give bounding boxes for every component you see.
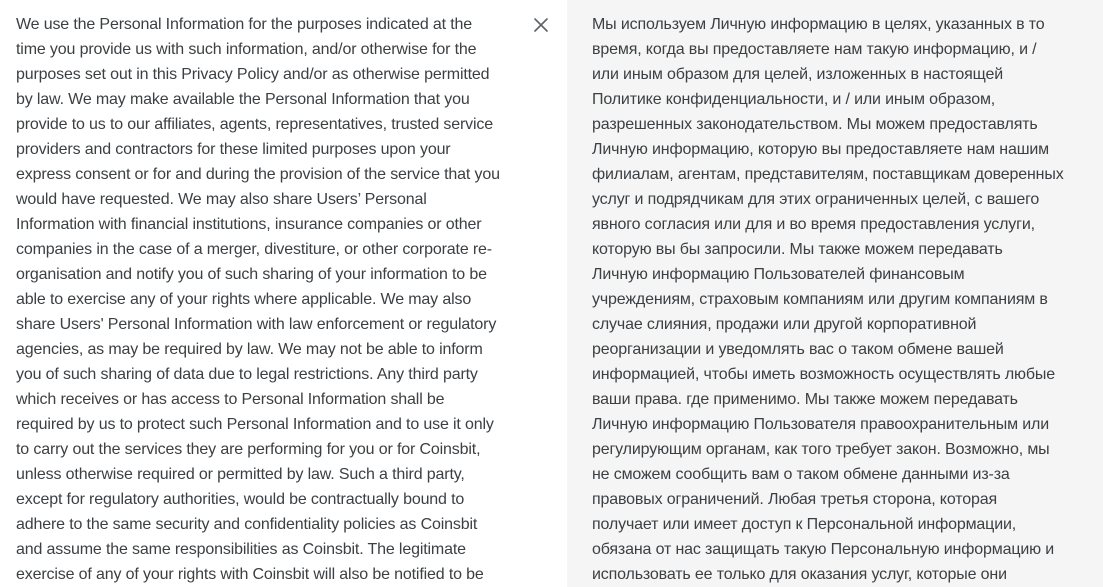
source-line: purposes set out in this Privacy Policy and/or as otherwise permitted bbox=[16, 66, 490, 83]
source-line: provide to us to our affiliates, agents, representatives, trusted service bbox=[16, 116, 494, 133]
translation-line: или иным образом для целей, изложенных в настоящей bbox=[592, 66, 1004, 83]
translation-line: филиалам, агентам, представителям, поставщикам доверенных bbox=[592, 166, 1064, 183]
translation-line: учреждениям, страховым компаниям или другим компаниям в bbox=[592, 291, 1048, 308]
source-line: We use the Personal Information for the purposes indicated at the bbox=[16, 16, 473, 33]
translation-line: регулирующим органам, как того требует закон. Возможно, мы bbox=[592, 441, 1050, 458]
source-line: you of such sharing of data due to legal restrictions. Any third party bbox=[16, 366, 478, 383]
translation-text bbox=[567, 0, 1103, 587]
translation-line: Личную информацию, которую вы предоставляете нам нашим bbox=[592, 141, 1050, 158]
translation-line: обязана от нас защищать такую Персональную информацию и bbox=[592, 541, 1055, 558]
source-line: except for regulatory authorities, would be contractually bound to bbox=[16, 491, 465, 508]
translation-line: разрешенных законодательством. Мы можем предоставлять bbox=[592, 116, 1038, 133]
source-line: able to exercise any of your rights where applicable. We may also bbox=[16, 291, 472, 308]
source-line: by law. We may make available the Personal Information that you bbox=[16, 91, 470, 108]
source-text[interactable] bbox=[16, 12, 500, 587]
close-icon bbox=[534, 18, 548, 32]
source-line: companies in the case of a merger, divestiture, or other corporate re- bbox=[16, 241, 492, 258]
clear-source-button[interactable] bbox=[530, 14, 552, 36]
translation-line: правовых ограничений. Любая третья сторона, которая bbox=[592, 491, 997, 508]
source-line: Information with financial institutions, insurance companies or other bbox=[16, 216, 482, 233]
translation-line: услуг и подрядчикам для этих ограниченных целей, с вашего bbox=[592, 191, 1040, 208]
translation-line: Личную информацию Пользователя правоохранительным или bbox=[592, 416, 1050, 433]
translation-line: реорганизации и уведомлять вас о таком обмене вашей bbox=[592, 341, 1004, 358]
translation-pane bbox=[567, 0, 1103, 587]
translation-line: ваши права. где применимо. Мы также можем передавать bbox=[592, 391, 1018, 408]
source-line: agencies, as may be required by law. We may not be able to inform bbox=[16, 341, 483, 358]
source-line: exercise of any of your rights with Coinsbit will also be notified to be bbox=[16, 566, 484, 583]
source-line: and assume the same responsibilities as Coinsbit. The legitimate bbox=[16, 541, 466, 558]
translation-line: Политике конфиденциальности, и / или иным образом, bbox=[592, 91, 996, 108]
translation-line: Мы используем Личную информацию в целях, указанных в то bbox=[592, 16, 1045, 33]
source-line: express consent or for and during the provision of the service that you bbox=[16, 166, 500, 183]
translation-line: использовать ее только для оказания услуг, которые они bbox=[592, 566, 1007, 583]
source-line: providers and contractors for these limited purposes upon your bbox=[16, 141, 451, 158]
source-line: to carry out the services they are performing for you or for Coinsbit, bbox=[16, 441, 481, 458]
translation-line: которую вы бы запросили. Мы также можем передавать bbox=[592, 241, 1003, 258]
translation-line: Личную информацию Пользователей финансовым bbox=[592, 266, 965, 283]
translation-line: не сможем сообщить вам о таком обмене данными из-за bbox=[592, 466, 1010, 483]
source-line: share Users' Personal Information with law enforcement or regulatory bbox=[16, 316, 497, 333]
source-line: time you provide us with such information, and/or otherwise for the bbox=[16, 41, 477, 58]
source-line: organisation and notify you of such sharing of your information to be bbox=[16, 266, 487, 283]
translation-line: явного согласия или для и во время предоставления услуги, bbox=[592, 216, 1035, 233]
translation-line: информацией, чтобы иметь возможность осуществлять любые bbox=[592, 366, 1056, 383]
source-line: required by us to protect such Personal Information and to use it only bbox=[16, 416, 494, 433]
source-line: adhere to the same security and confidentiality policies as Coinsbit bbox=[16, 516, 478, 533]
source-line: unless otherwise required or permitted by law. Such a third party, bbox=[16, 466, 465, 483]
translation-line: время, когда вы предоставляете нам такую информацию, и / bbox=[592, 41, 1037, 58]
source-line: would have requested. We may also share Users’ Personal bbox=[16, 191, 427, 208]
translation-line: получает или имеет доступ к Персональной информации, bbox=[592, 516, 1017, 533]
translation-line: случае слияния, продажи или другой корпоративной bbox=[592, 316, 977, 333]
source-line: which receives or has access to Personal Information shall be bbox=[16, 391, 445, 408]
